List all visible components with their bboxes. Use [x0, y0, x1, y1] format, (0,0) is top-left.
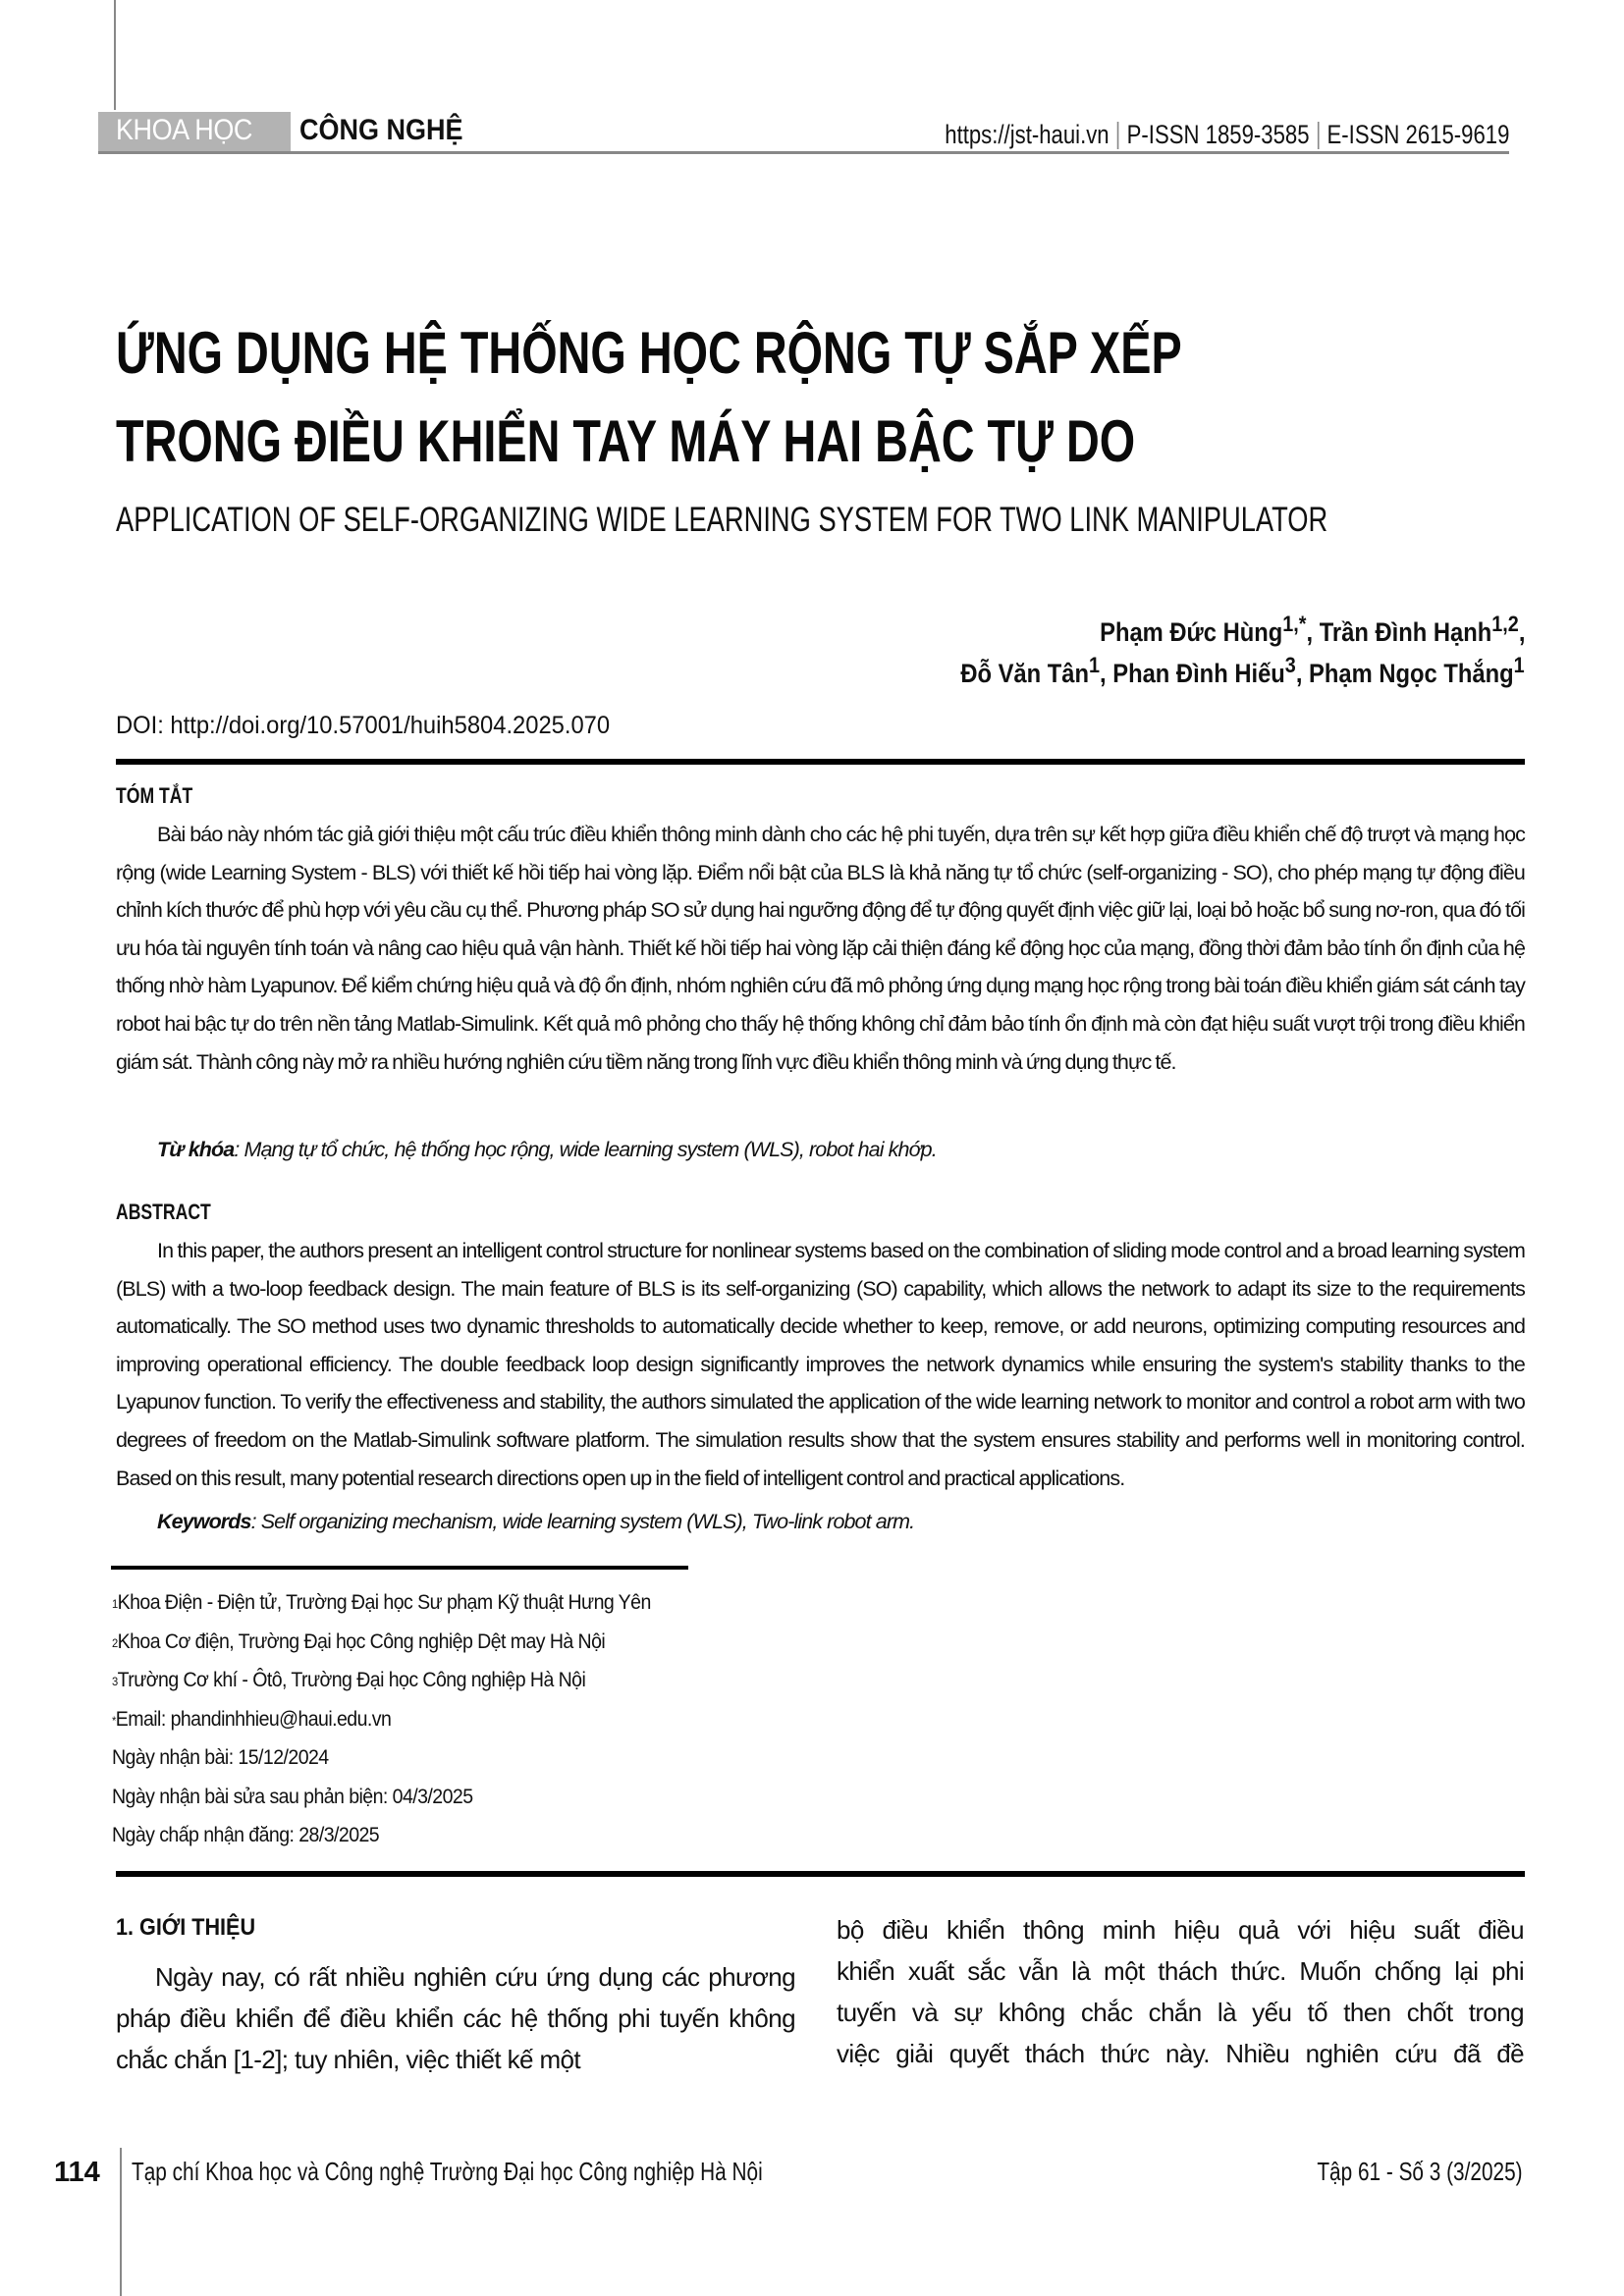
- affiliation-marker: 3: [112, 1675, 118, 1688]
- affiliation-marker: 2: [112, 1635, 118, 1650]
- author-name: Đỗ Văn Tân: [960, 659, 1090, 688]
- corresponding-email: [112, 1700, 651, 1739]
- affiliation-text: Khoa Điện - Điện tử, Trường Đại học Sư phạm Kỹ thuật Hưng Yên: [117, 1591, 651, 1614]
- intro-heading: 1. GIỚI THIỆU: [116, 1914, 256, 1941]
- revised-date: Ngày nhận bài sửa sau phản biện: 04/3/2025: [112, 1785, 473, 1808]
- author-separator: ,: [1100, 659, 1113, 688]
- keywords-label: Từ khóa: [157, 1138, 235, 1161]
- intro-line: bộ điều khiển thông minh hiệu quả với hiệu suất điều: [837, 1915, 1524, 1945]
- journal-name: Tạp chí Khoa học và Công nghệ Trường Đại học Công nghiệp Hà Nội: [132, 2157, 763, 2186]
- header-underline: [98, 151, 1509, 154]
- author-affiliation: 3: [1285, 653, 1297, 677]
- journal-issue: Tập 61 - Số 3 (3/2025): [1317, 2157, 1523, 2186]
- separator: [1317, 122, 1319, 149]
- header-section-bold: CÔNG NGHỆ: [299, 114, 463, 146]
- article-title-line1: ỨNG DỤNG HỆ THỐNG HỌC RỘNG TỰ SẮP XẾP: [116, 320, 1182, 386]
- author-name: Phan Đình Hiếu: [1112, 659, 1286, 688]
- affiliation-2: [112, 1623, 651, 1662]
- keywords-text: : Self organizing mechanism, wide learning system (WLS), Two-link robot arm.: [250, 1510, 915, 1533]
- author-name: Phạm Ngọc Thắng: [1309, 659, 1514, 688]
- authors-line2: [961, 653, 1525, 689]
- email-text: Email: phandinhhieu@haui.edu.vn: [115, 1707, 392, 1731]
- intro-left-column: Ngày nay, có rất nhiều nghiên cứu ứng dụng các phương pháp điều khiển để điều khiển các hệ thống phi tuyến không chắc chắn [1-2]; tuy nhiên, việc thiết kế một: [116, 1962, 795, 2074]
- abstract-body: In this paper, the authors present an intelligent control structure for nonlinear systems based on the combination of sliding mode control and a broad learning system (BLS) with a two-loop feedback design. The main feature of BLS is its self-organizing (SO) capability, which allows the network to adapt its size to the requirements automatically. The SO method uses two dynamic thresholds to automatically decide whether to keep, remove, or add neurons, optimizing computing resources and improving operational efficiency. The double feedback loop design significantly improves the network dynamics while ensuring the system's stability thanks to the Lyapunov function. To verify the effectiveness and stability, the authors simulated the application of the wide learning network to monitor and control a robot arm with two degrees of freedom on the Matlab-Simulink software platform. The simulation results show that the system ensures stability and performs well in monitoring control. Based on this result, many potential research directions open up in the field of intelligent control and practical applications.: [116, 1239, 1525, 1490]
- author-affiliation: 1: [1089, 653, 1101, 677]
- author-affiliation: 1,2: [1490, 612, 1519, 636]
- intro-line: khiển xuất sắc vẫn là một thách thức. Muốn chống lại phi: [837, 1956, 1524, 1986]
- footnote-divider: [111, 1566, 688, 1570]
- tomtat-body: Bài báo này nhóm tác giả giới thiệu một cấu trúc điều khiển thông minh dành cho các hệ phi tuyến, dựa trên sự kết hợp giữa điều khiển chế độ trượt và mạng học rộng (wide Learning System - BLS) với thiết kế hồi tiếp hai vòng lặp. Điểm nổi bật của BLS là khả năng tự tổ chức (self-organizing - SO), cho phép mạng tự động điều chỉnh kích thước để phù hợp với yêu cầu cụ thể. Phương pháp SO sử dụng hai ngưỡng động để tự động quyết định việc giữ lại, loại bỏ hoặc bổ sung nơ-ron, qua đó tối ưu hóa tài nguyên tính toán và nâng cao hiệu quả vận hành. Thiết kế hồi tiếp hai vòng lặp cải thiện đáng kể động học của mạng, đồng thời đảm bảo tính ổn định của hệ thống nhờ hàm Lyapunov. Để kiểm chứng hiệu quả và độ ổn định, nhóm nghiên cứu đã mô phỏng ứng dụng mạng học rộng trong bài toán điều khiển giám sát cánh tay robot hai bậc tự do trên nền tảng Matlab-Simulink. Kết quả mô phỏng cho thấy hệ thống không chỉ đảm bảo tính ổn định mà còn đạt hiệu suất vượt trội trong điều khiển giám sát. Thành công này mở ra nhiều hướng nghiên cứu tiềm năng trong lĩnh vực điều khiển thông minh và ứng dụng thực tế.: [116, 823, 1525, 1074]
- author-separator: ,: [1296, 659, 1310, 688]
- affiliation-marker: 1: [112, 1597, 118, 1611]
- authors-line1: [1100, 612, 1525, 648]
- footnotes: [112, 1583, 651, 1855]
- affiliation-text: Trường Cơ khí - Ôtô, Trường Đại học Công nghiệp Hà Nội: [117, 1669, 586, 1691]
- keywords-label: Keywords: [157, 1510, 251, 1533]
- article-subtitle: APPLICATION OF SELF-ORGANIZING WIDE LEARNING SYSTEM FOR TWO LINK MANIPULATOR: [116, 501, 1328, 539]
- section-divider: [116, 759, 1525, 765]
- header-vertical-rule: [114, 0, 116, 110]
- journal-url-link[interactable]: https://jst-haui.vn: [944, 120, 1110, 149]
- abstract-heading: ABSTRACT: [116, 1200, 211, 1224]
- e-issn: E-ISSN 2615-9619: [1326, 120, 1509, 149]
- affiliation-marker: *: [112, 1713, 116, 1728]
- section-divider: [116, 1871, 1525, 1877]
- header-journal-info: [945, 120, 1509, 150]
- author-separator: ,: [1306, 617, 1320, 647]
- author-separator: ,: [1518, 617, 1525, 647]
- header-section-light: KHOA HỌC: [116, 114, 252, 146]
- affiliation-3: [112, 1661, 651, 1700]
- author-name: Phạm Đức Hùng: [1099, 617, 1282, 647]
- p-issn: P-ISSN 1859-3585: [1126, 120, 1310, 149]
- keywords-text: : Mạng tự tổ chức, hệ thống học rộng, wide learning system (WLS), robot hai khớp.: [234, 1138, 937, 1161]
- author-name: Trần Đình Hạnh: [1319, 617, 1491, 647]
- affiliation-1: [112, 1583, 651, 1623]
- separator: [1116, 122, 1118, 149]
- tomtat-heading: TÓM TẮT: [116, 783, 193, 808]
- doi-link[interactable]: DOI: http://doi.org/10.57001/huih5804.2025.070: [116, 712, 611, 739]
- author-affiliation: 1,*: [1281, 612, 1307, 636]
- received-date: Ngày nhận bài: 15/12/2024: [112, 1746, 329, 1769]
- footer-vertical-rule: [120, 2148, 122, 2296]
- abstract-keywords: [157, 1510, 914, 1534]
- intro-line: tuyến và sự không chắc chắn là yếu tố then chốt trong: [837, 1998, 1524, 2027]
- article-title-line2: TRONG ĐIỀU KHIỂN TAY MÁY HAI BẬC TỰ DO: [116, 408, 1136, 474]
- affiliation-text: Khoa Cơ điện, Trường Đại học Công nghiệp Dệt may Hà Nội: [117, 1629, 606, 1653]
- tomtat-keywords: [157, 1138, 937, 1162]
- page-number: 114: [54, 2157, 100, 2188]
- intro-line: việc giải quyết thách thức này. Nhiều nghiên cứu đã đề: [837, 2039, 1524, 2068]
- author-affiliation: 1: [1513, 653, 1525, 677]
- accepted-date: Ngày chấp nhận đăng: 28/3/2025: [112, 1824, 380, 1846]
- intro-right-column: [837, 1909, 1524, 2074]
